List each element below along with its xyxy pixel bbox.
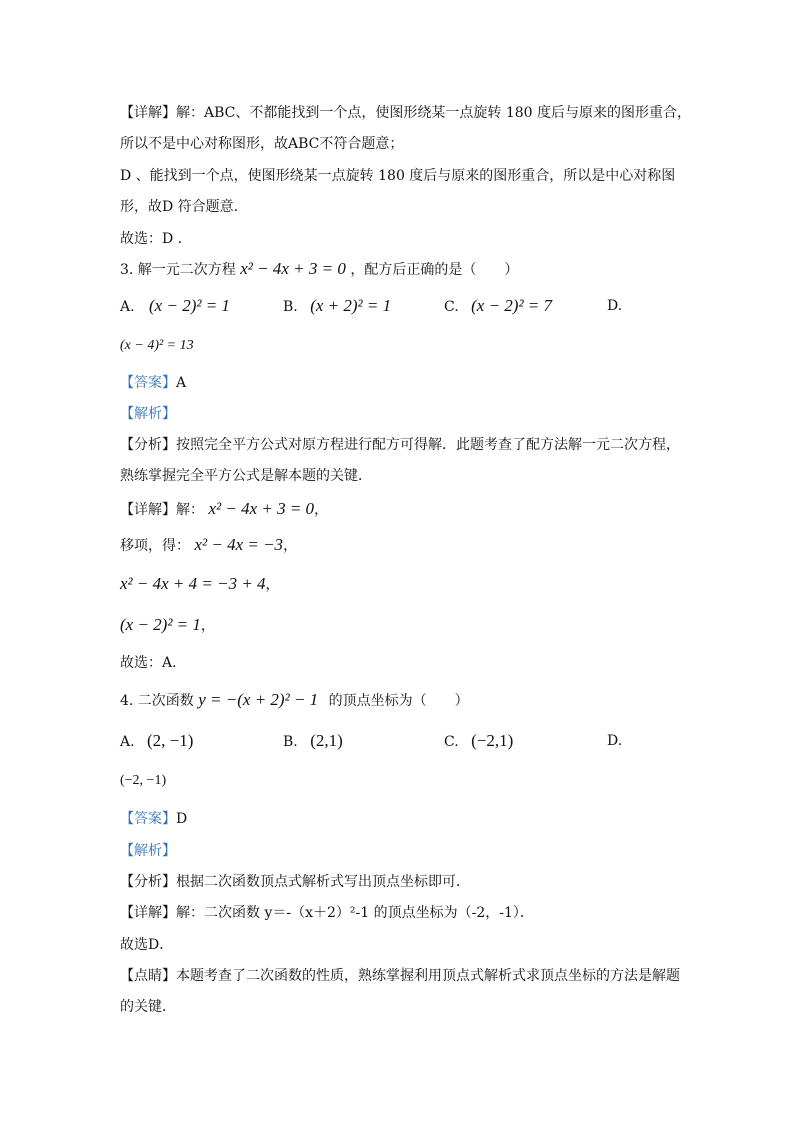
q4-option-c-value: (−2,1) [471,731,514,750]
question-3-equation: x² − 4x + 3 = 0 [240,259,346,278]
q4-option-c [444,731,513,752]
q3-detail-step-2: x² − 4x = −3 [194,535,284,554]
q3-analysis-line-1: 【分析】按照完全平方公式对原方程进行配方可得解．此题考查了配方法解一元二次方程， [120,437,680,453]
q4-answer-tag: 【答案】 [120,811,176,827]
q3-option-b-label: B. [283,299,298,315]
q3-detail-line-4 [120,615,215,636]
q4-analysis-line: 【分析】根据二次函数顶点式解析式写出顶点坐标即可． [120,874,470,890]
q3-detail-step-3-comma: ， [265,577,280,593]
q4-analysis-tag: 【解析】 [120,843,176,859]
q3-answer-value: A [176,375,187,391]
q3-answer [120,373,186,393]
q3-detail-step-4: (x − 2)² = 1 [120,615,201,634]
question-4-equation: y = −(x + 2)² − 1 [198,690,319,709]
q4-choice-line: 故选D． [120,937,174,953]
solution-line-4: 形，故D 符合题意. [120,199,239,215]
q3-option-d-label: D. [607,298,623,314]
q4-option-b-value: (2,1) [310,731,343,750]
choice-line-q2: 故选：D . [120,231,183,247]
q3-detail-line-2 [120,535,297,556]
q3-choice-line: 故选：A． [120,655,187,671]
q3-detail-pre: 【详解】解： [120,502,204,518]
solution-line-2: 所以不是中心对称图形，故ABC不符合题意； [120,136,404,152]
q4-option-c-label: C. [444,734,459,750]
q3-option-a-value: (x − 2)² = 1 [149,296,230,315]
q4-comment-line-1: 【点睛】本题考查了二次函数的性质，熟练掌握利用顶点式解析式求顶点坐标的方法是解题 [120,968,680,984]
q4-comment-line-2: 的关键． [120,999,176,1015]
q3-analysis-line-2: 熟练掌握完全平方公式是解本题的关键． [120,468,372,484]
q3-detail-step-3: x² − 4x + 4 = −3 + 4 [120,574,266,593]
q3-option-b-value: (x + 2)² = 1 [310,296,392,315]
q3-option-d-value: (x − 4)² = 13 [120,338,194,353]
solution-line-3: D 、能找到一个点，使图形绕某一点旋转 180 度后与原来的图形重合，所以是中心对称图 [120,168,676,184]
q4-detail-line: 【详解】解：二次函数 y＝-（x＋2）²-1 的顶点坐标为（-2，-1）． [120,905,534,921]
q3-option-a [120,296,230,317]
q4-option-b [283,731,343,752]
q3-option-b [283,296,391,317]
q4-option-b-label: B. [283,734,298,750]
q3-analysis-tag: 【解析】 [120,406,176,422]
solution-line-1: 【详解】解：ABC、不都能找到一个点，使图形绕某一点旋转 180 度后与原来的图形重合， [120,105,691,121]
q3-detail-step-1-comma: ， [314,502,329,518]
q4-option-d-label: D. [607,733,623,749]
q3-option-a-label: A. [120,299,135,315]
question-4-stem [120,690,469,711]
q3-answer-tag: 【答案】 [120,375,176,391]
q3-move-pre: 移项，得： [120,538,190,554]
q3-option-c-value: (x − 2)² = 7 [471,296,553,315]
question-3-stem-pre: 3. 解一元二次方程 [120,262,236,278]
question-4-stem-post: 的顶点坐标为（ ） [328,693,469,709]
q4-option-d-value: (−2, −1) [120,773,167,788]
q3-detail-step-2-comma: ， [283,538,298,554]
q3-detail-line-1 [120,499,328,520]
q3-option-c [444,296,552,317]
q3-detail-line-3 [120,574,280,595]
q3-detail-step-4-comma: ， [200,618,215,634]
q4-option-a [120,731,193,752]
q3-option-c-label: C. [444,299,459,315]
q4-answer [120,809,187,829]
q4-option-a-value: (2, −1) [147,731,194,750]
question-3-stem [120,259,518,280]
question-3-stem-post: ，配方后正确的是（ ） [350,262,519,278]
q4-option-a-label: A. [120,734,135,750]
question-4-stem-pre: 4. 二次函数 [120,693,194,709]
q3-detail-step-1: x² − 4x + 3 = 0 [208,499,315,518]
q4-answer-value: D [176,811,188,827]
